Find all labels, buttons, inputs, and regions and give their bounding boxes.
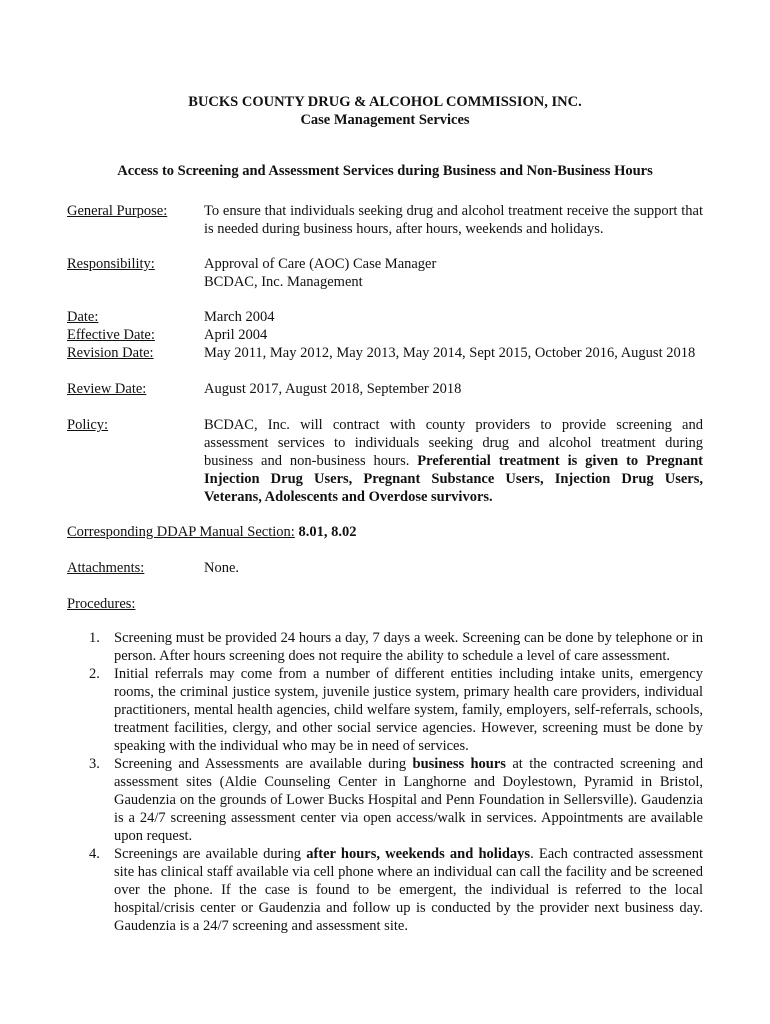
policy-text: BCDAC, Inc. will contract with county providers to provide screening and assessment services to individuals seeking drug and alcohol treatment during business and non-business hours. — [204, 417, 703, 469]
responsibility-value — [204, 255, 703, 291]
procedure-item — [67, 665, 703, 755]
responsibility-line-2: BCDAC, Inc. Management — [204, 274, 363, 290]
attachments-label: Attachments: — [67, 560, 145, 576]
procedure-item — [67, 629, 703, 665]
procedure-text: Screening must be provided 24 hours a day, 7 days a week. Screening can be done by telephone or in person. After hours screening does not require the ability to schedule a level of care assessment. — [114, 630, 703, 664]
procedure-text-bold: after hours, weekends and holidays — [306, 846, 531, 862]
effective-date-value: April 2004 — [204, 327, 268, 343]
procedure-number: 2. — [89, 666, 100, 682]
general-purpose-value: To ensure that individuals seeking drug and alcohol treatment receive the support that is needed during business hours, after hours, weekends and holidays. — [204, 203, 703, 237]
attachments-value: None. — [204, 560, 240, 576]
organization-title: BUCKS COUNTY DRUG & ALCOHOL COMMISSION, INC. — [188, 94, 582, 110]
ddap-value: 8.01, 8.02 — [298, 524, 357, 540]
date-label: Date: — [67, 309, 99, 325]
procedure-text-bold: business hours — [412, 756, 506, 772]
policy-value — [204, 416, 703, 506]
procedures-heading: Procedures: — [67, 596, 136, 612]
procedure-number: 3. — [89, 756, 100, 772]
procedure-number: 1. — [89, 630, 100, 646]
date-value: March 2004 — [204, 309, 275, 325]
procedure-text-post: at the contracted screening and assessment sites (Aldie Counseling Center in Langhorne and Doylestown, Pyramid in Bristol, Gaudenzia on the grounds of Lower Bucks Hospital and Penn Foundation in Sellersville). Gaudenzia is a 24/7 screening assessment center via open access/walk in services. Appointments are available upon request. — [114, 756, 704, 844]
revision-date-value: May 2011, May 2012, May 2013, May 2014, Sept 2015, October 2016, August 2018 — [204, 345, 696, 361]
procedure-text-post: . Each contracted assessment site has clinical staff available via cell phone where an individual can call the facility and be screened over the phone. If the case is found to be emergent, the individual is referred to the local hospital/crisis center or Gaudenzia and follow up is conducted by the provider next business day. Gaudenzia is a 24/7 screening and assessment site. — [114, 846, 703, 934]
ddap-label: Corresponding DDAP Manual Section: — [67, 524, 295, 540]
procedure-text: Initial referrals may come from a number of different entities including intake units, emergency rooms, the criminal justice system, juvenile justice system, primary health care providers, individual practitioners, mental health agencies, child welfare system, family, employers, self-referrals, schools, treatment facilities, clergy, and other social service agencies. However, screening must be done by speaking with the individual who may be in need of services. — [114, 666, 703, 754]
general-purpose-label: General Purpose: — [67, 203, 168, 219]
revision-date-label: Revision Date: — [67, 345, 154, 361]
review-date-label: Review Date: — [67, 381, 147, 397]
department-subtitle: Case Management Services — [300, 112, 470, 128]
procedure-text-pre: Screening and Assessments are available during — [114, 756, 407, 772]
procedure-item — [67, 845, 703, 935]
ddap-row — [67, 523, 703, 541]
procedures-list — [67, 629, 703, 935]
policy-bold-text: Preferential treatment is given to Pregnant Injection Drug Users, Pregnant Substance Users, Injection Drug Users, Veterans, Adolescents and Overdose survivors. — [204, 453, 704, 505]
responsibility-label: Responsibility: — [67, 256, 155, 272]
procedure-item — [67, 755, 703, 845]
policy-title: Access to Screening and Assessment Services during Business and Non-Business Hours — [117, 163, 653, 179]
effective-date-label: Effective Date: — [67, 327, 155, 343]
review-date-value: August 2017, August 2018, September 2018 — [204, 381, 462, 397]
procedure-text-pre: Screenings are available during — [114, 846, 302, 862]
responsibility-line-1: Approval of Care (AOC) Case Manager — [204, 256, 437, 272]
policy-label: Policy: — [67, 417, 109, 433]
procedure-number: 4. — [89, 846, 100, 862]
